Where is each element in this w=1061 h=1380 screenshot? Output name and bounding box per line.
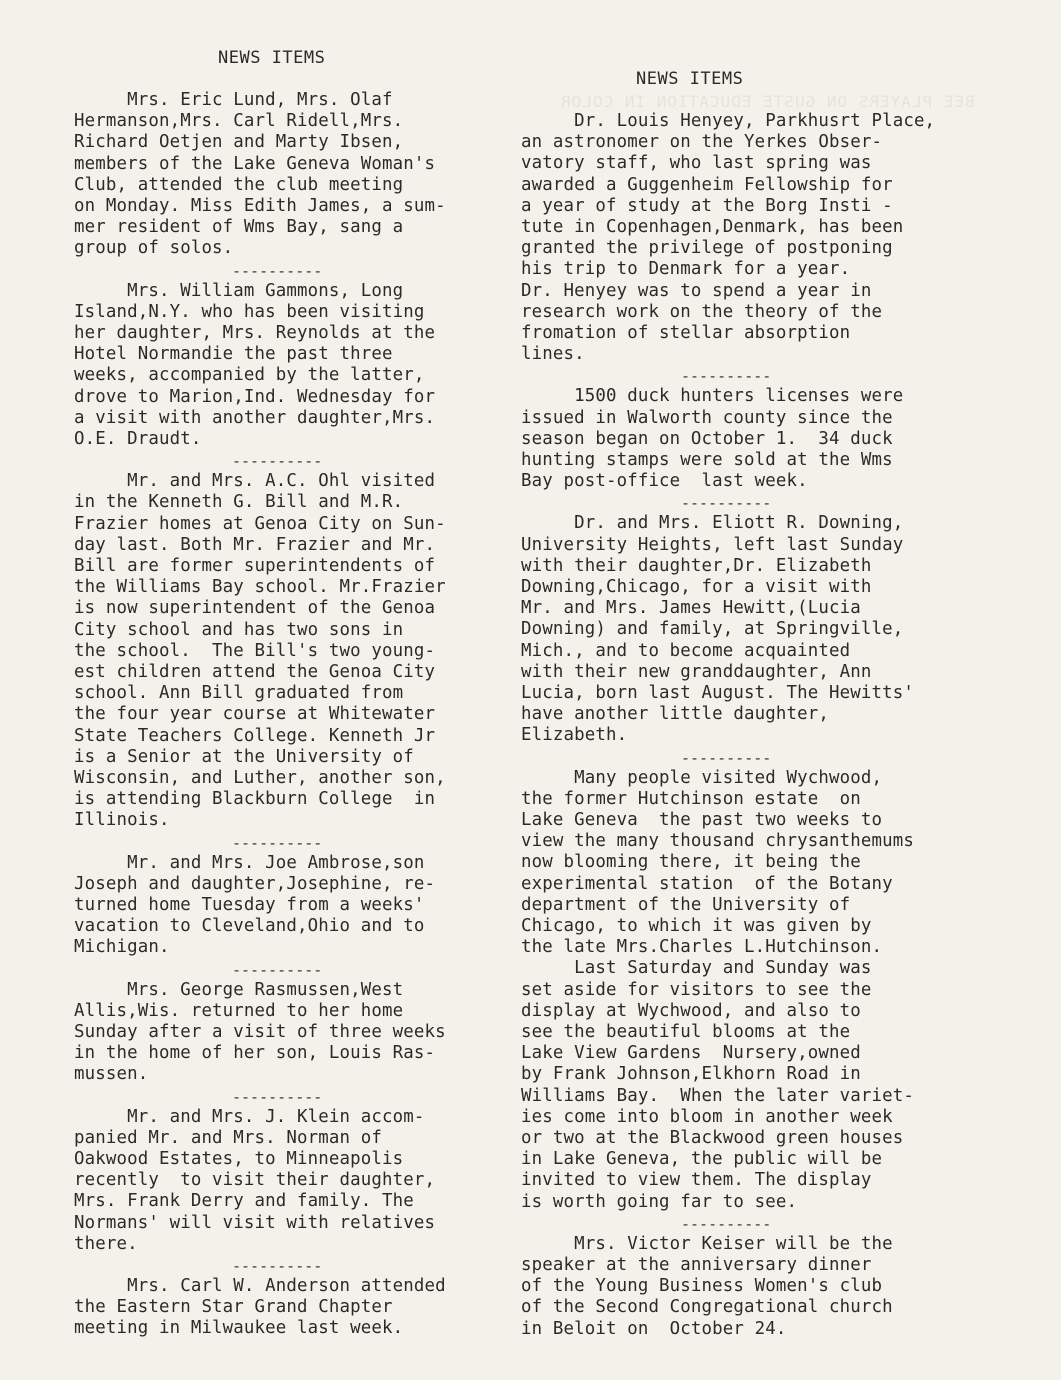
text-line: Mich., and to become acquainted	[521, 640, 851, 661]
separator-line: ----------	[232, 452, 323, 471]
text-line: State Teachers College. Kenneth Jr	[74, 725, 436, 746]
text-line: Mr. and Mrs. James Hewitt,(Lucia	[521, 598, 861, 619]
text-line: Richard Oetjen and Marty Ibsen,	[74, 132, 404, 153]
text-line: Mrs. Eric Lund, Mrs. Olaf	[74, 90, 393, 110]
text-line: Island,N.Y. who has been visiting	[74, 301, 425, 322]
separator-line: ----------	[681, 748, 772, 767]
text-line: Bay post-office last week.	[521, 471, 808, 492]
text-line: Joseph and daughter,Josephine, re-	[74, 873, 436, 894]
text-line: issued in Walworth county since the	[521, 407, 893, 428]
text-line: tute in Copenhagen,Denmark, has been	[521, 217, 904, 237]
text-line: Hermanson,Mrs. Carl Ridell,Mrs.	[74, 111, 404, 132]
text-line: is now superintendent of the Genoa	[74, 598, 436, 619]
text-line: is worth going far to see.	[521, 1191, 798, 1212]
text-line: research work on the theory of the	[521, 301, 883, 322]
text-line: Mr. and Mrs. Joe Ambrose,son	[74, 852, 425, 873]
text-line: Oakwood Estates, to Minneapolis	[74, 1149, 404, 1169]
text-line: Normans' will visit with relatives	[74, 1212, 436, 1233]
text-line: is a Senior at the University of	[74, 746, 414, 767]
text-line: members of the Lake Geneva Woman's	[74, 153, 436, 174]
text-line: display at Wychwood, and also to	[521, 1000, 861, 1021]
text-line: mussen.	[74, 1064, 149, 1085]
text-line: Dr. Henyey was to spend a year in	[521, 280, 872, 301]
text-line: Mrs. William Gammons, Long	[74, 280, 404, 301]
text-line: recently to visit their daughter,	[74, 1170, 436, 1191]
text-line: or two at the Blackwood green houses	[521, 1128, 904, 1148]
text-line: with their daughter,Dr. Elizabeth	[521, 555, 872, 576]
left-column-heading: NEWS ITEMS	[218, 48, 326, 68]
text-line: the school. The Bill's two young-	[74, 640, 436, 661]
separator-line: ----------	[232, 1257, 323, 1275]
text-line: the four year course at Whitewater	[74, 704, 436, 725]
text-line: Allis,Wis. returned to her home	[74, 1000, 404, 1021]
text-line: an astronomer on the Yerkes Obser-	[521, 132, 883, 153]
text-line: Illinois.	[74, 810, 170, 831]
text-line: University Heights, left last Sunday	[521, 534, 904, 555]
text-line: Dr. Louis Henyey, Parkhusrt Place,	[521, 111, 936, 131]
text-line: Mrs. George Rasmussen,West	[74, 979, 404, 1000]
text-line: Wisconsin, and Luther, another son,	[74, 768, 446, 788]
separator-line: ----------	[681, 494, 772, 513]
text-line: Michigan.	[74, 937, 170, 958]
text-line: drove to Marion,Ind. Wednesday for	[74, 386, 436, 407]
text-line: in Beloit on October 24.	[521, 1318, 787, 1339]
text-line: Hotel Normandie the past three	[74, 344, 393, 365]
text-line: Club, attended the club meeting	[74, 174, 404, 195]
text-line: lines.	[521, 344, 585, 365]
text-line: Dr. and Mrs. Eliott R. Downing,	[521, 513, 904, 534]
text-line: season began on October 1. 34 duck	[521, 428, 893, 449]
text-line: the former Hutchinson estate on	[521, 788, 861, 809]
text-line: by Frank Johnson,Elkhorn Road in	[521, 1064, 861, 1085]
text-line: in Lake Geneva, the public will be	[521, 1149, 883, 1170]
text-line: department of the University of	[521, 894, 851, 915]
separator-line: ----------	[232, 1087, 323, 1106]
text-line: of the Young Business Women's club	[521, 1276, 883, 1297]
text-line: in the home of her son, Louis Ras-	[74, 1043, 436, 1064]
text-line: with their new granddaughter, Ann	[521, 661, 872, 682]
text-line: Many people visited Wychwood,	[521, 767, 883, 788]
text-line: Elizabeth.	[521, 725, 628, 746]
text-line: Mr. and Mrs. A.C. Ohl visited	[74, 471, 436, 492]
text-line: of the Second Congregational church	[521, 1297, 893, 1318]
text-line: Mrs. Frank Derry and family. The	[74, 1191, 414, 1212]
text-line: see the beautiful blooms at the	[521, 1022, 851, 1042]
text-line: vatory staff, who last spring was	[521, 153, 872, 174]
text-line: vacation to Cleveland,Ohio and to	[74, 916, 425, 937]
text-line: turned home Tuesday from a weeks'	[74, 895, 425, 915]
text-line: Chicago, to which it was given by	[521, 916, 872, 936]
text-line: 1500 duck hunters licenses were	[521, 386, 904, 407]
text-line: O.E. Draudt.	[74, 429, 202, 449]
text-line: hunting stamps were sold at the Wms	[521, 450, 893, 470]
text-line: there.	[74, 1233, 138, 1254]
text-line: in the Kenneth G. Bill and M.R.	[74, 492, 404, 513]
text-line: Mrs. Carl W. Anderson attended	[74, 1276, 446, 1296]
text-line: Downing) and family, at Springville,	[521, 619, 904, 640]
text-line: experimental station of the Botany	[521, 873, 893, 894]
text-line: Mrs. Victor Keiser will be the	[521, 1233, 893, 1254]
text-line: awarded a Guggenheim Fellowship for	[521, 174, 893, 195]
separator-line: ----------	[681, 367, 772, 386]
text-line: City school and has two sons in	[74, 619, 404, 640]
text-line: group of solos.	[74, 238, 234, 259]
text-line: day last. Both Mr. Frazier and Mr.	[74, 534, 436, 555]
text-line: her daughter, Mrs. Reynolds at the	[74, 323, 436, 343]
text-line: Downing,Chicago, for a visit with	[521, 577, 872, 597]
text-line: his trip to Denmark for a year.	[521, 259, 851, 280]
text-line: est children attend the Genoa City	[74, 662, 436, 682]
text-line: mer resident of Wms Bay, sang a	[74, 217, 404, 238]
text-line: Williams Bay. When the later variet-	[521, 1085, 914, 1106]
text-line: ies come into bloom in another week	[521, 1106, 893, 1127]
text-line: weeks, accompanied by the latter,	[74, 365, 425, 386]
text-line: the Williams Bay school. Mr.Frazier	[74, 577, 446, 598]
text-line: school. Ann Bill graduated from	[74, 683, 404, 704]
text-line: Mr. and Mrs. J. Klein accom-	[74, 1106, 425, 1127]
text-line: meeting in Milwaukee last week.	[74, 1318, 404, 1339]
text-line: a visit with another daughter,Mrs.	[74, 407, 436, 428]
text-line: Bill are former superintendents of	[74, 556, 436, 576]
separator-line: ----------	[232, 833, 323, 852]
text-line: on Monday. Miss Edith James, a sum-	[74, 196, 446, 216]
text-line: granted the privilege of postponing	[521, 238, 893, 259]
text-line: Lake View Gardens Nursery,owned	[521, 1043, 861, 1064]
text-line: now blooming there, it being the	[521, 852, 861, 873]
text-line: fromation of stellar absorption	[521, 323, 851, 343]
text-line: the late Mrs.Charles L.Hutchinson.	[521, 937, 883, 958]
text-line: a year of study at the Borg Insti -	[521, 195, 893, 216]
text-line: Sunday after a visit of three weeks	[74, 1022, 446, 1042]
separator-line: ----------	[232, 960, 323, 979]
right-column-heading: NEWS ITEMS	[636, 69, 744, 89]
text-line: speaker at the anniversary dinner	[521, 1255, 872, 1275]
text-line: set aside for visitors to see the	[521, 979, 872, 1000]
separator-line: ----------	[681, 1214, 772, 1233]
text-line: view the many thousand chrysanthemums	[521, 831, 914, 852]
text-line: Lucia, born last August. The Hewitts'	[521, 683, 914, 703]
text-line: invited to view them. The display	[521, 1170, 872, 1191]
text-line: is attending Blackburn College in	[74, 789, 436, 810]
separator-line: ----------	[232, 261, 323, 280]
text-line: have another little daughter,	[521, 704, 829, 725]
text-line: Lake Geneva the past two weeks to	[521, 810, 883, 830]
text-line: the Eastern Star Grand Chapter	[74, 1297, 393, 1318]
text-line: Last Saturday and Sunday was	[521, 958, 872, 979]
bleed-through-text: BEE PLAYERS ON GUSTE EDUCATION IN COLOR	[560, 92, 975, 111]
text-line: Frazier homes at Genoa City on Sun-	[74, 513, 446, 534]
text-line: panied Mr. and Mrs. Norman of	[74, 1127, 382, 1148]
